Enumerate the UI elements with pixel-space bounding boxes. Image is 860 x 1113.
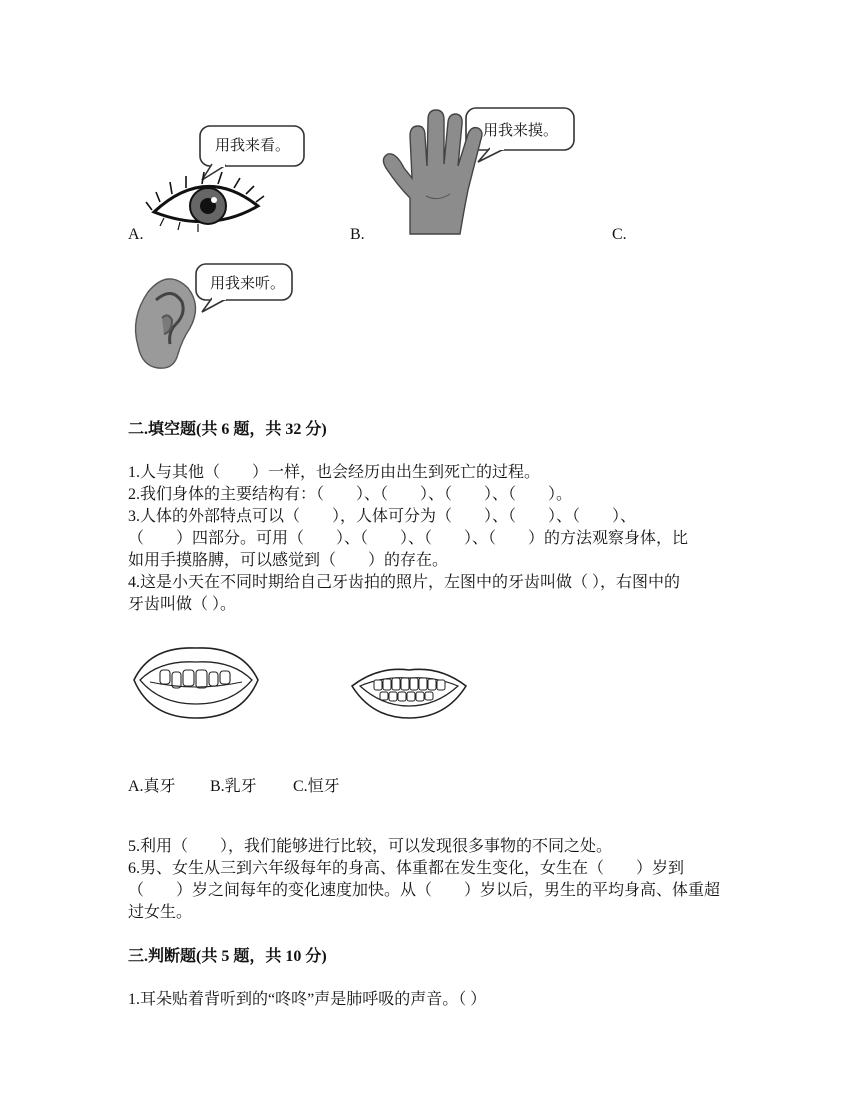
teeth-left-illustration — [130, 640, 262, 722]
question-2-1: 1.人与其他（ ）一样，也会经历由出生到死亡的过程。 — [128, 464, 541, 481]
ear-icon — [136, 279, 196, 368]
answer-option-a: A.真牙 — [128, 778, 176, 795]
question-2-6-line1: 6.男、女生从三到六年级每年的身高、体重都在发生变化，女生在（ ）岁到 — [128, 860, 685, 877]
eye-bubble-text: 用我来看。 — [215, 136, 291, 154]
question-2-4-line1: 4.这是小天在不同时期给自己牙齿拍的照片，左图中的牙齿叫做（ ），右图中的 — [128, 574, 681, 591]
question-2-4-line2: 牙齿叫做（ ）。 — [128, 596, 237, 613]
question-2-6-line3: 过女生。 — [128, 904, 193, 921]
section3-heading: 三.判断题(共 5 题，共 10 分) — [128, 948, 327, 965]
answer-option-b: B.乳牙 — [210, 778, 257, 795]
teeth-right-illustration — [348, 660, 470, 722]
question-2-5: 5.利用（ ），我们能够进行比较，可以发现很多事物的不同之处。 — [128, 838, 613, 855]
option-b-label: B. — [350, 226, 365, 243]
option-a-label: A. — [128, 226, 144, 243]
hand-bubble-text: 用我来摸。 — [483, 121, 559, 139]
ear-bubble-text: 用我来听。 — [210, 274, 286, 292]
question-2-2: 2.我们身体的主要结构有：（ ）、（ ）、（ ）、（ ）。 — [128, 486, 573, 503]
question-2-6-line2: （ ）岁之间每年的变化速度加快。从（ ）岁以后，男生的平均身高、体重超 — [128, 882, 721, 899]
answer-option-c: C.恒牙 — [293, 778, 340, 795]
question-2-3-line3: 如用手摸胳膊，可以感觉到（ ）的存在。 — [128, 552, 449, 569]
question-3-1: 1.耳朵贴着背听到的“咚咚”声是肺呼吸的声音。（ ） — [128, 991, 487, 1008]
option-c-label: C. — [612, 226, 627, 243]
eye-icon — [146, 172, 264, 232]
section2-heading: 二.填空题(共 6 题，共 32 分) — [128, 421, 327, 438]
question-2-3-line2: （ ）四部分。可用（ ）、（ ）、（ ）、（ ）的方法观察身体，比 — [128, 530, 689, 547]
question-2-3-line1: 3.人体的外部特点可以（ ），人体可分为（ ）、（ ）、（ ）、 — [128, 508, 637, 525]
